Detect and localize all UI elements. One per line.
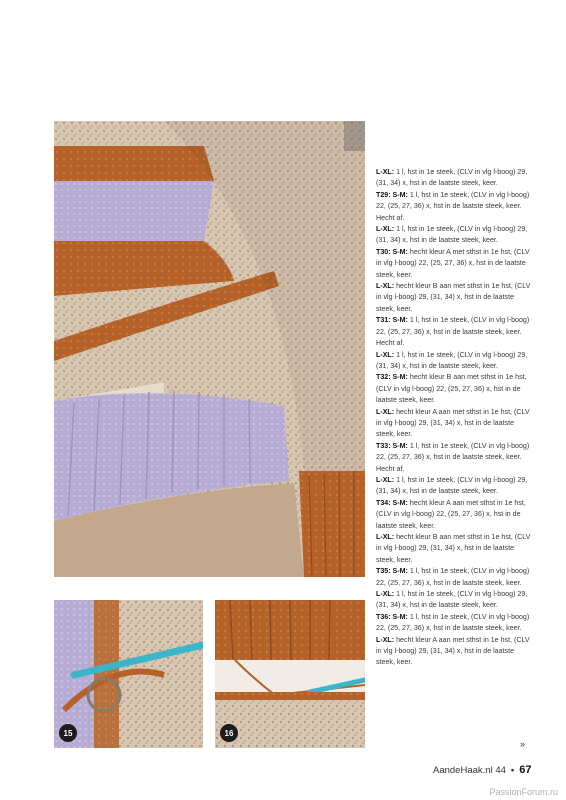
row-label: L-XL: <box>376 350 395 359</box>
row-label: L-XL: <box>376 407 395 416</box>
row-label: L-XL: <box>376 168 395 176</box>
row-label: T31: S-M: <box>376 316 408 325</box>
row-label: T30: S-M: <box>376 247 408 256</box>
instruction-row <box>376 190 532 224</box>
row-label: T29: S-M: <box>376 190 408 199</box>
step-photo-15 <box>54 600 203 748</box>
instruction-row <box>376 441 532 475</box>
row-label: T35: S-M: <box>376 567 408 576</box>
row-label: T33: S-M: <box>376 441 408 450</box>
row-label: T36: S-M: <box>376 612 408 621</box>
magazine-name: AandeHaak.nl 44 <box>433 765 506 776</box>
step-badge-15: 15 <box>59 724 77 742</box>
row-label: T32: S-M: <box>376 373 408 382</box>
row-text: 1 l, hst in 1e steek, (CLV in vlg l-boog) 29, (31, 34) x, hst in de laatste steek, keer. <box>376 225 528 245</box>
row-text: 1 l, hst in 1e steek, (CLV in vlg l-boog) 22, (25, 27, 36) x, hst in de laatste steek, keer. Hecht af. <box>376 441 530 473</box>
instruction-row <box>376 566 532 589</box>
row-label: L-XL: <box>376 475 395 484</box>
instruction-row <box>376 167 532 190</box>
row-label: L-XL: <box>376 590 395 599</box>
instruction-row <box>376 407 532 441</box>
row-label: L-XL: <box>376 635 395 644</box>
main-sweater-photo <box>54 121 365 577</box>
page-number: 67 <box>519 764 532 776</box>
instruction-row <box>376 350 532 373</box>
row-text: hecht kleur A aan met sthst in 1e hst, (CLV in vlg l-boog) 29, (31, 34) x, hst in de laatste steek, keer. <box>376 407 530 439</box>
step-badge-16: 16 <box>220 724 238 742</box>
row-text: 1 l, hst in 1e steek, (CLV in vlg l-boog) 22, (25, 27, 36) x, hst in de laatste steek, keer. <box>376 612 530 633</box>
instruction-row <box>376 315 532 349</box>
row-text: 1 l, hst in 1e steek, (CLV in vlg l-boog) 22, (25, 27, 36) x, hst in de laatste steek, keer. Hecht af. <box>376 316 530 348</box>
instruction-row <box>376 475 532 498</box>
instruction-row <box>376 532 532 566</box>
instruction-row <box>376 281 532 315</box>
instruction-row <box>376 372 532 406</box>
continue-arrow: » <box>520 739 526 749</box>
row-text: 1 l, hst in 1e steek, (CLV in vlg l-boog) 22, (25, 27, 36) x, hst in de laatste steek, keer. <box>376 567 530 587</box>
row-text: 1 l, hst in 1e steek, (CLV in vlg l-boog) 29, (31, 34) x, hst in de laatste steek, keer. <box>376 475 528 496</box>
page-footer <box>433 764 531 776</box>
instruction-row <box>376 247 532 281</box>
row-text: 1 l, hst in 1e steek, (CLV in vlg l-boog) 29, (31, 34) x, hst in de laatste steek, keer. <box>376 350 528 370</box>
row-text: hecht kleur A aan met sthst in 1e hst, (CLV in vlg l-boog) 29, (31, 34) x, hst in de laatste steek, keer. <box>376 635 530 667</box>
row-text: hecht kleur A met sthst in 1e hst, (CLV in vlg l-boog) 22, (25, 27, 36) x, hst in de laatste steek, keer. <box>376 247 530 279</box>
row-text: hecht kleur B aan met sthst in 1e hst, (CLV in vlg l-boog) 22, (25, 27, 36) x, hst in de laatste steek, keer. <box>376 373 527 405</box>
instruction-row <box>376 635 532 669</box>
instruction-row <box>376 612 532 635</box>
watermark: PassionForum.ru <box>489 787 558 797</box>
footer-separator: • <box>510 765 515 776</box>
row-label: L-XL: <box>376 282 395 291</box>
row-text: 1 l, hst in 1e steek, (CLV in vlg l-boog) 29, (31, 34) x, hst in de laatste steek, keer. <box>376 168 528 188</box>
row-label: L-XL: <box>376 225 395 234</box>
row-label: T34: S-M: <box>376 498 408 507</box>
instruction-row <box>376 589 532 612</box>
pattern-instructions <box>376 167 532 669</box>
step-photo-16 <box>215 600 365 748</box>
row-text: 1 l, hst in 1e steek, (CLV in vlg l-boog) 29, (31, 34) x, hst in de laatste steek, keer. <box>376 590 528 610</box>
instruction-row <box>376 224 532 247</box>
row-text: hecht kleur B aan met sthst in 1e hst, (CLV in vlg l-boog) 29, (31, 34) x, hst in de laatste steek, keer. <box>376 533 531 564</box>
row-text: 1 l, hst in 1e steek, (CLV in vlg l-boog) 22, (25, 27, 36) x, hst in de laatste steek, keer. Hecht af. <box>376 190 530 222</box>
row-label: L-XL: <box>376 533 395 541</box>
row-text: hecht kleur A aan met sthst in 1e hst, (CLV in vlg l-boog) 22, (25, 27, 36) x, hst in de laatste steek, keer. <box>376 498 526 530</box>
row-text: hecht kleur B aan met sthst in 1e hst, (CLV in vlg l-boog) 29, (31, 34) x, hst in de laatste steek, keer. <box>376 282 531 313</box>
instruction-row <box>376 498 532 532</box>
